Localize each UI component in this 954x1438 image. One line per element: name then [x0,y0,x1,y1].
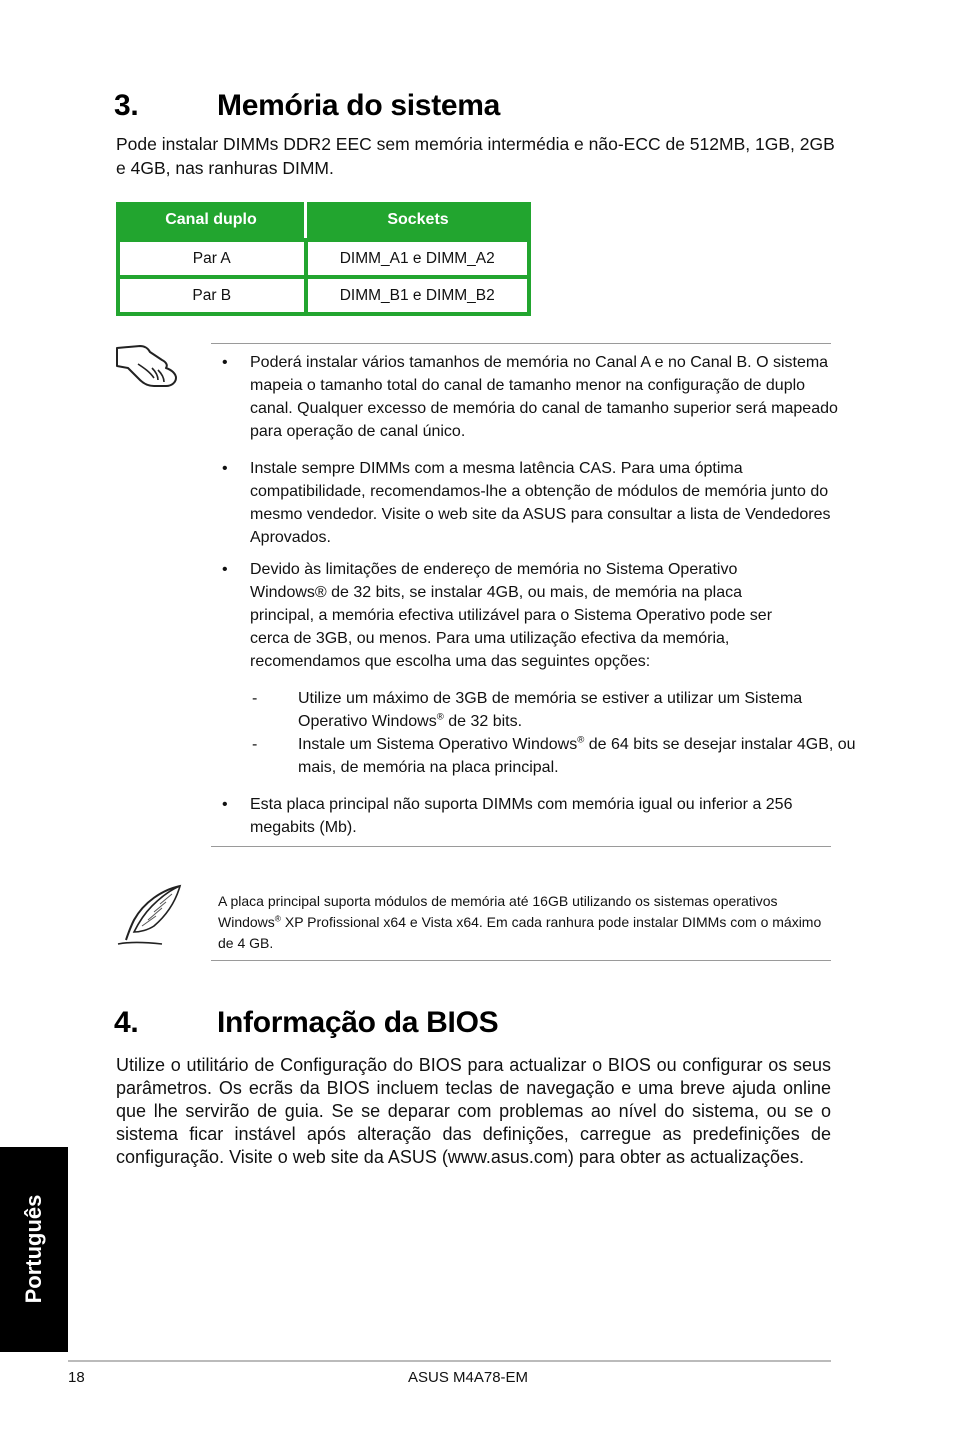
language-tab [0,1147,68,1352]
table-header-row [118,202,529,240]
section-title: Memória do sistema [217,89,501,122]
note-text: Instale sempre DIMMs com a mesma latência CAS. Para uma óptima compatibilidade, recomendamos-lhe a obtenção de módulos de memória junto do mesmo vendedor. Visite o web site da ASUS para consultar a lista de Vendedores Aprovados. [250,460,831,546]
table-header-cell: Canal duplo [118,202,306,240]
dash: - [252,690,258,707]
section-4-body: Utilize o utilitário de Configuração do BIOS para actualizar o BIOS ou configurar os seus parâmetros. Os ecrãs da BIOS incluem teclas de navegação e uma breve ajuda online que lhe servirão de guia. Se se deparar com problemas ao nível do sistema, ou se o sistema ficar instável após alteração das definições, carregue as predefinições de configuração. Visite o web site da ASUS (www.asus.com) para obter as actualizações. [116,1055,831,1167]
note-text: Devido às limitações de endereço de memória no Sistema Operativo Windows® de 32 bits, se instalar 4GB, ou mais, de memória na placa principal, a memória efectiva utilizável para o Sistema Operativo pode ser cerca de 3GB, ou menos. Para uma utilização efectiva da memória, recomendamos que escolha uma das seguintes opções: [250,561,773,670]
sub-note-text: Instale um Sistema Operativo Windows® de 64 bits se desejar instalar 4GB, ou mais, de memória na placa principal. [298,734,856,776]
bullet: • [222,460,228,477]
bullet: • [222,354,228,371]
table-row [118,277,529,314]
table-cell: Par B [118,277,306,314]
section-3-intro: Pode instalar DIMMs DDR2 EEC sem memória intermédia e não-ECC de 512MB, 1GB, 2GB e 4GB, nas ranhuras DIMM. [116,134,835,178]
section-number: 4. [114,1006,139,1039]
table-cell: DIMM_A1 e DIMM_A2 [306,240,530,277]
section-3-heading [114,88,834,124]
section-number: 3. [114,89,139,122]
table-row [118,240,529,277]
product-name: ASUS M4A78-EM [408,1369,529,1386]
bullet: • [222,561,228,578]
table-header-cell: Sockets [387,211,449,228]
page-number: 18 [68,1369,85,1386]
language-label: Português [21,1194,46,1304]
pointing-hand-icon [114,338,182,390]
tip-text: A placa principal suporta módulos de memória até 16GB utilizando os sistemas operativos Windows® XP Profissional x64 e Vista x64. Em cada ranhura pode instalar DIMMs com o máximo de 4 GB. [218,893,822,951]
tip-bottom-divider [211,960,831,961]
memory-notes [222,351,856,836]
quill-pen-icon [114,884,184,948]
note-text: Esta placa principal não suporta DIMMs com memória igual ou inferior a 256 megabits (Mb). [250,796,793,836]
table-cell: DIMM_B1 e DIMM_B2 [306,277,530,314]
note-top-divider [211,343,831,344]
footer-divider [68,1360,831,1362]
note-text: Poderá instalar vários tamanhos de memória no Canal A e no Canal B. O sistema mapeia o tamanho total do canal de tamanho menor na configuração de duplo canal. Qualquer excesso de memória do canal de tamanho superior será mapeado para operação de canal único. [250,354,838,440]
section-title: Informação da BIOS [217,1006,499,1039]
note-bottom-divider [211,846,831,847]
sub-note-text: Utilize um máximo de 3GB de memória se estiver a utilizar um Sistema Operativo Windows® de 32 bits. [298,690,803,730]
bullet: • [222,796,228,813]
section-4-heading [114,1005,834,1041]
dimm-channel-table [116,202,531,316]
dash: - [252,736,258,753]
table-cell: Par A [118,240,306,277]
